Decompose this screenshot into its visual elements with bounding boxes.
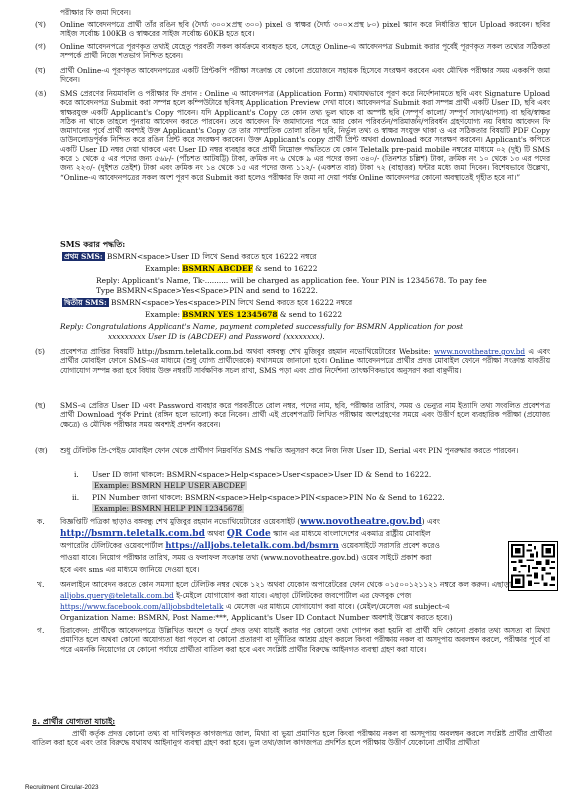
item-kha2-line3: [60, 602, 450, 611]
sms-second-row: [62, 298, 352, 307]
second-sms-example-code: BSMRN YES 12345678: [182, 310, 278, 319]
item-kha-mark: (খ): [35, 20, 46, 29]
recover-userid-rule: User ID জানা থাকলে: BSMRN<space>Help<space>User<space>User ID & Send to 16222.: [92, 470, 432, 479]
item-ga-mark: (গ): [35, 42, 46, 51]
item-kha2-line1: অনলাইনে আবেদন করতে কোন সমস্যা হলে টেলিটক নম্বর থেকে ১২১ অথবা যেকোন অপারেটরের ফোন থেকে ০১৫০০১২১১২১ নম্বরে কল করুন। এছাড়া: [60, 580, 512, 589]
example-suffix: & send to 16222: [277, 310, 343, 319]
recover-userid-example: [92, 481, 247, 490]
sms-first-row: [62, 252, 316, 261]
item-ka-line5: হবে এবং sms এর মাধ্যমে জানিয়ে দেওয়া হবে।: [60, 565, 200, 574]
kha2-l2: ই-মেইলে যোগাযোগ করা যাবে। এছাড়া টেলিটকের জবপোর্টাল এর ফেসবুক পেজ: [173, 591, 412, 600]
example-suffix: & send to 16222: [252, 264, 318, 273]
reply2-line1: Reply: Congratulations Applicant's Name, payment completed successfully for BSMRN Application for post: [60, 322, 463, 331]
ka-l3a: অপারেটর টেলিটকের ওয়েবপোর্টাল: [60, 541, 166, 550]
item-chha-text: SMS-এ প্রেরিত User ID এবং Password ব্যবহার করে পরবর্তীতে রোল নম্বর, পদের নাম, ছবি, পরীক্ষার তারিখ, সময় ও ভেন্যুর নাম ইত্যাদি তথ্য সংবলিত প্রবেশপত্র প্রার্থী Download পূর্বক Print (রঙ্গিন হলে ভালো) করে নিবেন। প্রার্থী এই প্রবেশপত্রটি লিখিত পরীক্ষায় অংশগ্রহণের সময়ে এবং উত্তীর্ণ হলে ব্যবহারিক পরীক্ষা (প্রযোজ্য ক্ষেত্রে) ও মৌখিক পরীক্ষার সময় অবশ্যই প্রদর্শন করবেন।: [60, 401, 550, 429]
item-ka-line2: [60, 529, 431, 539]
reply1-line2: Type BSMRN<Space>Yes<Space>PIN and send to 16222.: [96, 286, 318, 295]
first-sms-tag: প্রথম SMS:: [64, 252, 103, 261]
item-chha-mark: (ছ): [35, 401, 46, 410]
ka-l2a: অথবা: [204, 529, 228, 538]
top-line: পরীক্ষার ফি জমা দিবেন।: [60, 8, 131, 17]
item-ga-text: Online আবেদনপত্রে পূরণকৃত তথ্যই যেহেতু পরবর্তী সকল কার্যক্রমে ব্যবহৃত হবে, সেহেতু Online-এ আবেদনপত্র Submit করার পূর্বেই পূরণকৃত সকল তথ্যের সঠিকতা সম্পর্কে প্রার্থী নিজে শতভাগ নিশ্চিত হবেন।: [60, 42, 550, 61]
teletalk-bsmrn-link[interactable]: http://bsmrn.teletalk.com.bd: [60, 529, 205, 539]
item-cha-post: এ এবং প্রার্থীর মোবাইল ফোনে SMS-এর মাধ্যমে (শুধু যোগ্য প্রার্থীদেরকে) যথাসময়ে জানানো হবে। Online আবেদনপত্রে প্রার্থীর প্রদত্ত মোবাইল ফোনে পরীক্ষা সংক্রান্ত যাবতীয় যোগাযোগ সম্পন্ন করা হবে বিধায় উক্ত নম্বরটি সার্বক্ষণিক সচল রাখা, SMS পড়া এবং প্রাপ্ত নির্দেশনা তাৎক্ষণিকভাবে অনুসরণ করা বাঞ্ছনীয়।: [60, 347, 550, 375]
first-sms-format: BSMRN<space>User ID লিখে Send করতে হবে 16222 নম্বরে: [106, 252, 317, 261]
item-ga2-text: চিরাবেদন: প্রার্থীকে আবেদনপত্রে উল্লিখিত অংশে ও ফর্মে প্রদত্ত তথ্য যাচাই করার পর কোনো তথ্য গোপন করা হয়নি বা প্রার্থী যদি কোনো প্রকার তথ্য অসত্য বা মিথ্যা প্রমাণিত হলে অথবা কোনো অযোগ্যতা ধরা পড়লে বা কোনো প্রতারণা বা দুর্নীতির আশ্রয় গ্রহণ করলে কিংবা পরীক্ষায় নকল বা অসদুপায় অবলম্বন করলে, পরীক্ষার পূর্বে বা পরে এমনকি নিয়োগের যে কোনো পর্যায়ে প্রার্থীতা বাতিল করা হবে এবং সংশ্লিষ্ট প্রার্থীর বিরুদ্ধে আইনগত ব্যবস্থা গ্রহণ করা যাবে।: [60, 626, 550, 654]
userid-example-text: Example: BSMRN HELP USER ABCDEF: [94, 481, 246, 490]
second-sms-tag: দ্বিতীয় SMS:: [64, 298, 107, 307]
item-kha2-mark: খ.: [37, 580, 45, 589]
facebook-page-link[interactable]: https://www.facebook.com/alljobsbdteletalk: [60, 602, 224, 611]
item-gha-mark: (ঘ): [35, 66, 46, 75]
sms-heading: SMS করার পদ্ধতি:: [60, 239, 126, 249]
recover-i-mark: i.: [74, 470, 79, 479]
recover-pin-rule: PIN Number জানা থাকলে: BSMRN<space>Help<space>PIN<space>PIN No & Send to 16222.: [92, 493, 445, 502]
ka-l2b: স্ক্যান এর মাধ্যমে বাংলাদেশের একমাত্র রাষ্ট্রীয় মোবাইল: [270, 529, 431, 538]
item-ka-line4: পাওয়া যাবে। নিয়োগ পরীক্ষার তারিখ, সময় ও ফলাফল সংক্রান্ত তথ্য (www.novotheatre.gov.bd) ওয়েব সাইটে প্রকাশ করা: [60, 553, 432, 562]
item-cha-pre: প্রবেশপত্র প্রাপ্তির বিষয়টি http://bsmrn.teletalk.com.bd অথবা বঙ্গবন্ধু শেখ মুজিবুর রহমান নভোথিয়েটারের Website:: [60, 347, 434, 356]
item-kha2-line2: [60, 591, 411, 600]
item-ja-text: শুধু টেলিটক প্রি-পেইড মোবাইল ফোন থেকে প্রার্থীগণ নিম্নবর্ণিত SMS পদ্ধতি অনুসরণ করে নিজ নিজ User ID, Serial এবং PIN পুনরুদ্ধার করতে পারবেন।: [60, 446, 519, 455]
item-ka-line3: [60, 541, 440, 550]
support-email-link[interactable]: alljobs.query@teletalk.com.bd: [60, 591, 174, 600]
item-nga-mark: (ঙ): [35, 89, 47, 98]
pin-example-text: Example: BSMRN HELP PIN 12345678: [94, 504, 243, 513]
novotheatre-link[interactable]: www.novotheatre.gov.bd: [433, 347, 526, 356]
second-sms-example: [145, 310, 342, 319]
recover-pin-example: [92, 504, 244, 513]
item-cha-mark: (চ): [35, 347, 46, 356]
example-label: Example:: [145, 264, 183, 273]
item-kha2-line4: Organization Name: BSMRN, Post Name:***, Applicant's User ID Contact Number অবশ্যই উল্লেখ করতে হবে।): [60, 613, 453, 622]
item-ka-line1: [60, 517, 440, 527]
ka-l3b: ওয়েবসাইটে সরাসরি প্রবেশ করেও: [338, 541, 440, 550]
section4-text: প্রার্থী কর্তৃক প্রদত্ত কোনো তথ্য বা দাখিলকৃত কাগজপত্র জাল, মিথ্যা বা ভুয়া প্রমাণিত হলে কিংবা পরীক্ষায় নকল বা অসদুপায় অবলম্বন করলে সংশ্লিষ্ট প্রার্থীর প্রার্থীতা বাতিল করা হবে এবং তার বিরুদ্ধে যথাযথ আইনানুগ ব্যবস্থা গ্রহণ করা হবে। ভুল তথ্য/জাল কাগজপত্র প্রদর্শিত হলে পরীক্ষায় উত্তীর্ণ যেকোনো প্রার্থীর প্রার্থীতা: [32, 729, 552, 748]
kha2-l3: এ মেসেজ এর মাধ্যমে যোগাযোগ করা যাবে। (মেইল/মেসেজ এর subject-এ: [223, 602, 450, 611]
item-cha-text: [60, 347, 550, 375]
first-sms-example-code: BSMRN ABCDEF: [182, 264, 253, 273]
item-gha-text: প্রার্থী Online-এ পূরণকৃত আবেদনপত্রের একটি প্রিন্টকপি পরীক্ষা সংক্রান্ত যে কোনো প্রয়োজনে সহায়ক হিসেবে সংরক্ষণ করবেন এবং মৌখিক পরীক্ষার সময় এককপি জমা দিবেন।: [60, 66, 550, 85]
reply2-line2: xxxxxxxxx User ID is (ABCDEF) and Password (xxxxxxxx).: [108, 332, 325, 341]
reply1-line1: Reply: Applicant's Name, Tk-.......... will be charged as application fee. Your PIN is 12345678. To pay fee: [96, 276, 487, 285]
item-ja-mark: (জ): [35, 446, 48, 455]
item-kha-text: Online আবেদনপত্রে প্রার্থী তাঁর রঙিন ছবি (দৈর্ঘ্য ৩০০×প্রস্থ ৩০০) pixel ও স্বাক্ষর (দৈর্ঘ্য ৩০০×প্রস্থ ৮০) pixel স্ক্যান করে নির্ধারিত স্থানে Upload করবেন। ছবির সাইজ সর্বোচ্চ 100KB ও স্বাক্ষরের সাইজ সর্বোচ্চ 60KB হতে হবে।: [60, 20, 550, 39]
section4-heading: ৪. প্রার্থীর যোগ্যতা যাচাই:: [32, 716, 116, 726]
recover-ii-mark: ii.: [72, 493, 80, 502]
item-ka-mark: ক.: [37, 517, 45, 526]
first-sms-example: [145, 264, 317, 273]
example-label: Example:: [145, 310, 183, 319]
ka-l1: বিজ্ঞপ্তিটি পত্রিকা ছাড়াও বঙ্গবন্ধু শেখ মুজিবুর রহমান নভোথিয়েটারের ওয়েবসাইট (: [60, 517, 301, 526]
qr-code-image[interactable]: [508, 541, 558, 591]
page-footer: Recruitment Circular-2023: [25, 784, 99, 791]
qr-code-label: QR Code: [227, 529, 271, 539]
novotheatre-link-2[interactable]: www.novotheatre.gov.bd: [300, 517, 422, 527]
ka-l1b: ) এবং: [421, 517, 440, 526]
item-ga2-mark: গ.: [37, 626, 45, 635]
second-sms-format: BSMRN<space>Yes<space>PIN লিখে Send করতে হবে 16222 নম্বরে: [111, 298, 353, 307]
alljobs-bsmrn-link[interactable]: https://alljobs.teletalk.com.bd/bsmrn: [165, 540, 339, 550]
item-nga-text: SMS প্রেরণের নিয়মাবলি ও পরীক্ষার ফি প্রদান : Online এ আবেদনপত্র (Application Form) যথাযথভাবে পূরণ করে নির্দেশনামতে ছবি এবং Signature Upload করে আবেদনপত্র Submit করা সম্পন্ন হলে কম্পিউটারে ছবিসহ Application Preview দেখা যাবে। আবেদনপত্র Submit করা সম্পন্ন প্রার্থী একটি User ID, ছবি এবং স্বাক্ষরযুক্ত একটি Applicant's Copy পাবেন। যদি Applicant's Copy তে কোন তথ্য ভুল থাকে বা অস্পষ্ট ছবি (সম্পূর্ণ কালো/ সম্পূর্ণ সাদা/ঝাপসা) বা ছবি/স্বাক্ষর সঠিক না থাকে তাহলে পুনরায় আবেদন করতে পারবেন। তবে আবেদন ফি জমাদানের পরে আর কোন পরিবর্তন/পরিমার্জন/পরিবর্ধন গ্রহণযোগ্য নয় বিধায় আবেদন ফি জমাদানের পূর্বে প্রার্থী অবশ্যই উক্ত Applicant's Copy তে তার সাম্প্রতিক তোলা রঙিন ছবি, নির্ভুল তথ্য ও স্বাক্ষর সংযুক্ত থাকা ও এর সঠিকতার বিষয়টি PDF Copy ডাউনলোডপূর্বক নিশ্চিত করে রঙিন প্রিন্ট করে সংরক্ষণ করবেন। উক্ত Applicant's copy প্রার্থী প্রিন্ট অথবা download করে সংরক্ষণ করবেন। Applicant's কপিতে একটি User ID নম্বর দেয়া থাকবে এবং User ID নম্বর ব্যবহার করে প্রার্থী নিম্নোক্ত পদ্ধতিতে যে কোন Teletalk pre-paid mobile নম্বরের মাধ্যমে ০২ (দুই) টি SMS করে ১ থেকে ৫ এর পদের জন্য ৫৬৮/- (পাঁচশত আটষট্টি) টাকা, ক্রমিক নং ৬ থেকে ৯ এর পদের জন্য ৩৪০/- (তিনশত চল্লিশ) টাকা, ক্রমিক নং ১০ থেকে ১৩ এর পদের জন্য ২২৩/- (দুইশত তেইশ) টাকা এবং ক্রমিক নং ১৪ থেকে ১৫ এর পদের জন্য ১১২/- (একশত বার) টাকা ৭২ (বাহাত্তর) ঘন্টার মধ্যে জমা দিবেন। বিশেষভাবে উল্লেখ্য, “Online-এ আবেদনপত্রের সকল অংশ পূরণ করে Submit করা হলেও পরীক্ষার ফি জমা না দেয়া পর্যন্ত Online আবেদনপত্র কোনো অবস্থাতেই গৃহীত হবে না।”: [60, 89, 550, 182]
